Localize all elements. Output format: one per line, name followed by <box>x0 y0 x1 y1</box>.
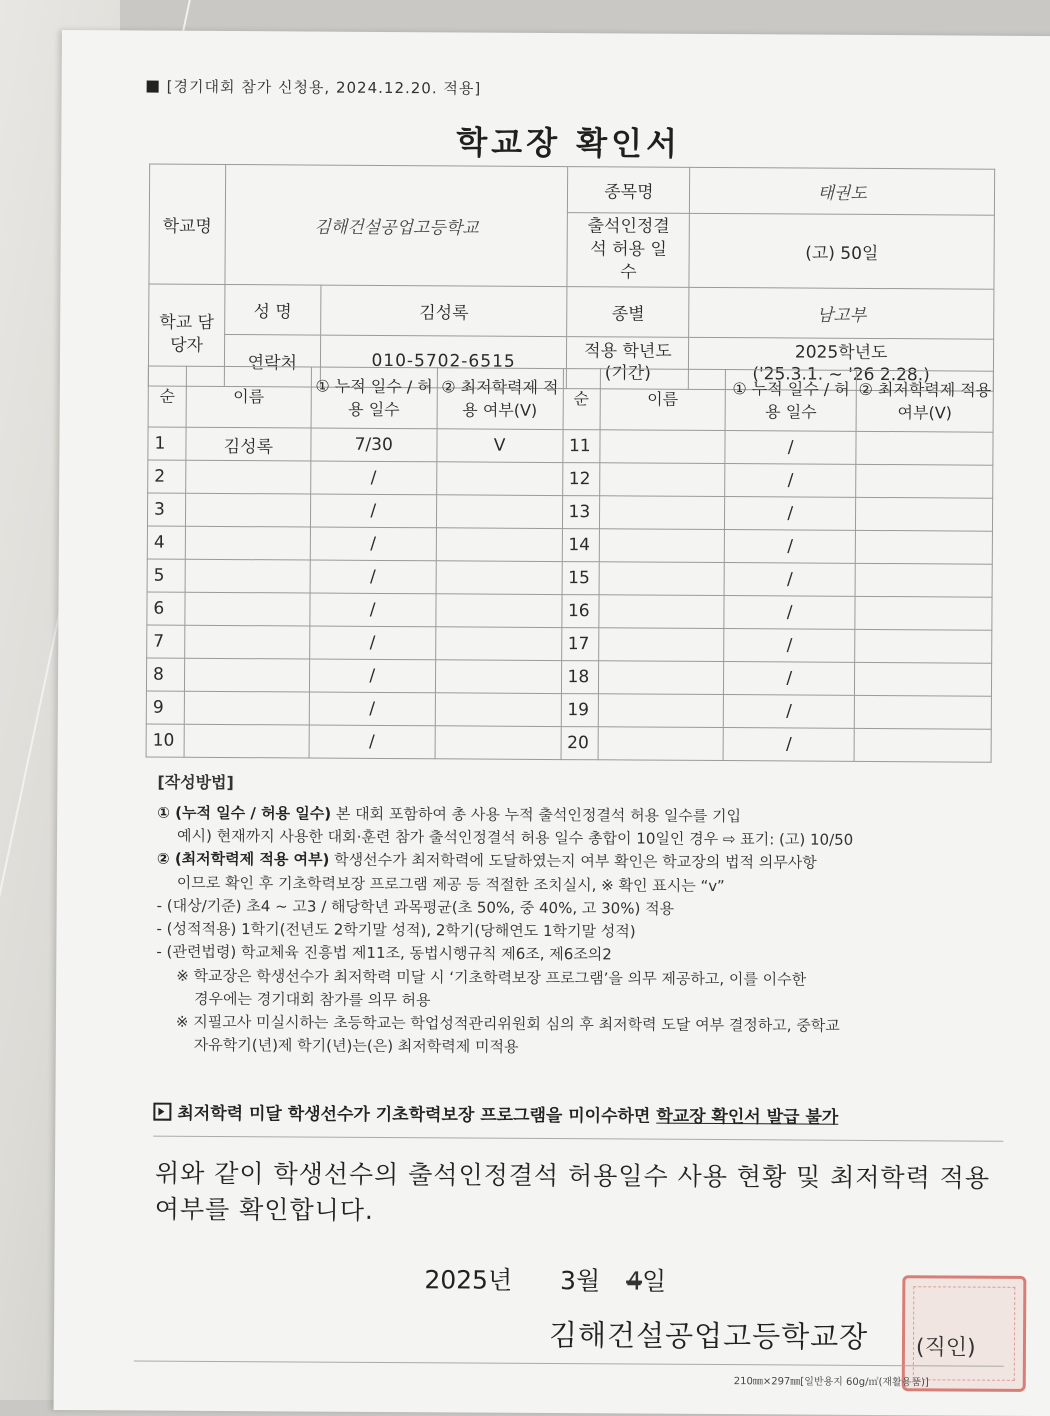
roster-cell-name <box>598 595 724 629</box>
roster-header-name: 이름 <box>600 369 726 431</box>
table-row <box>148 460 993 498</box>
roster-cell-no: 19 <box>561 694 598 727</box>
manager-name-value: 김성록 <box>320 285 567 337</box>
roster-cell-name <box>598 694 724 728</box>
roster-cell-check: V <box>437 429 563 463</box>
roster-cell-check <box>856 497 993 531</box>
roster-cell-check <box>435 627 561 661</box>
roster-cell-check <box>436 561 562 595</box>
student-roster-table <box>146 366 994 763</box>
document-page <box>54 30 1050 1416</box>
roster-cell-name: 김성록 <box>186 427 311 461</box>
roster-cell-name <box>185 493 310 527</box>
school-name-label: 학교명 <box>149 164 226 284</box>
roster-cell-days: / <box>310 527 436 561</box>
roster-cell-no: 13 <box>562 496 599 529</box>
roster-cell-days: / <box>310 560 436 594</box>
division-label: 종별 <box>567 286 689 337</box>
roster-cell-no: 9 <box>146 691 184 724</box>
instruction-example: 예시) 현재까지 사용한 대회·훈련 참가 출석인정결석 허용 일수 총합이 10일인 경우 ⇨ 표기: (고) 10/50 <box>177 826 854 849</box>
roster-cell-check <box>854 695 991 729</box>
instruction-detail: - (대상/기준) 초4 ~ 고3 / 해당학년 과목평균(초 50%, 중 40%, 고 30%) 적용 <box>156 896 675 918</box>
issue-date: 2025년 3월 4일 <box>424 1265 667 1296</box>
roster-header-no: 순 <box>148 366 186 427</box>
roster-cell-name <box>185 526 310 560</box>
table-row <box>147 625 992 663</box>
roster-cell-days: / <box>310 461 436 495</box>
roster-cell-days: / <box>724 695 855 729</box>
roster-cell-no: 8 <box>146 658 184 691</box>
roster-cell-days: / <box>724 629 855 663</box>
roster-cell-days: / <box>725 530 856 564</box>
divider <box>134 1360 1004 1366</box>
roster-cell-check <box>436 594 562 628</box>
roster-cell-days: / <box>723 728 854 762</box>
roster-cell-name <box>185 592 310 626</box>
roster-cell-days: / <box>725 464 856 498</box>
roster-cell-check <box>435 726 561 760</box>
date-day: 4 <box>626 1266 643 1296</box>
instruction-remark: 자유학기(년)제 학기(년)는(은) 최저학력제 미적용 <box>193 1036 519 1057</box>
roster-cell-days: / <box>725 497 856 531</box>
roster-cell-check <box>435 693 561 727</box>
table-row <box>148 427 993 465</box>
instruction-item: ② (최저학력제 적용 여부) 학생선수가 최저학력에 도달하였는지 여부 확인은 학교장의 법적 의무사항 <box>156 849 817 872</box>
division-value: 남고부 <box>689 287 994 339</box>
roster-cell-no: 12 <box>562 463 599 496</box>
roster-cell-days: / <box>309 659 435 693</box>
year-label: 적용 학년도 (기간) <box>567 336 689 389</box>
roster-header-no: 순 <box>563 369 600 430</box>
roster-cell-no: 7 <box>147 625 185 658</box>
roster-cell-name <box>599 463 725 497</box>
roster-cell-days: / <box>724 596 855 630</box>
document-title: 학교장 확인서 <box>456 123 682 163</box>
roster-cell-days: / <box>309 626 435 660</box>
school-info-table <box>148 164 995 392</box>
roster-cell-name <box>599 430 725 464</box>
contact-label: 연락처 <box>224 334 320 387</box>
instruction-remark: ※ 학교장은 학생선수가 최저학력 미달 시 ‘기초학력보장 프로그램’을 의무 제공하고, 이를 이수한 <box>176 966 807 989</box>
roster-cell-no: 4 <box>147 526 185 559</box>
roster-cell-name <box>598 628 724 662</box>
allow-days-value: (고) 50일 <box>689 213 994 289</box>
roster-cell-days: / <box>309 725 435 759</box>
roster-cell-days: / <box>724 563 855 597</box>
form-usage-note: [경기대회 참가 신청용, 2024.12.20. 적용] <box>147 76 482 99</box>
roster-cell-check <box>436 495 562 529</box>
table-row <box>146 724 991 762</box>
roster-cell-check <box>855 662 992 696</box>
roster-cell-no: 11 <box>562 430 599 463</box>
final-warning: 최저학력 미달 학생선수가 기초학력보장 프로그램을 미이수하면 학교장 확인서 발급 불가 <box>153 1099 838 1128</box>
sport-label: 종목명 <box>568 167 690 214</box>
roster-cell-check <box>436 462 562 496</box>
roster-cell-days: / <box>309 692 435 726</box>
roster-cell-no: 6 <box>147 592 185 625</box>
roster-cell-no: 14 <box>562 529 599 562</box>
roster-cell-name <box>599 562 725 596</box>
roster-cell-name <box>184 658 309 692</box>
confirmation-statement: 위와 같이 학생선수의 출석인정결석 허용일수 사용 현황 및 최저학력 적용 여부를 확인합니다. <box>154 1158 991 1226</box>
school-name-value: 김해건설공업고등학교 <box>225 165 568 287</box>
roster-header-days: ① 누적 일수 / 허용 일수 <box>725 370 856 432</box>
roster-cell-name <box>184 691 309 725</box>
instruction-remark: 경우에는 경기대회 참가를 의무 허용 <box>194 989 431 1010</box>
roster-cell-no: 5 <box>147 559 185 592</box>
roster-cell-check <box>435 660 561 694</box>
school-manager-label: 학교 담당자 <box>148 284 225 386</box>
roster-cell-no: 1 <box>148 427 186 460</box>
roster-cell-check <box>855 629 992 663</box>
allow-days-label: 출석인정결석 허용 일수 <box>567 213 689 288</box>
roster-cell-check <box>855 530 992 564</box>
roster-cell-no: 2 <box>148 460 186 493</box>
roster-cell-check <box>855 596 992 630</box>
roster-cell-name <box>598 661 724 695</box>
roster-body <box>146 427 993 762</box>
roster-cell-name <box>186 460 311 494</box>
table-row <box>147 526 992 564</box>
roster-cell-name <box>598 727 724 761</box>
roster-cell-name <box>185 559 310 593</box>
roster-cell-no: 17 <box>561 628 598 661</box>
roster-cell-no: 3 <box>147 493 185 526</box>
roster-cell-no: 20 <box>561 727 598 760</box>
roster-cell-days: / <box>724 662 855 696</box>
roster-cell-name <box>185 625 310 659</box>
roster-cell-days: 7/30 <box>311 428 437 462</box>
table-row <box>147 559 992 597</box>
roster-header-days: ① 누적 일수 / 허용 일수 <box>311 367 437 429</box>
arrow-box-icon <box>153 1103 171 1121</box>
instructions-heading: [작성방법] <box>157 772 234 793</box>
seal-label: (직인) <box>915 1335 976 1361</box>
roster-cell-name <box>184 724 309 758</box>
roster-cell-days: / <box>725 431 856 465</box>
writing-instructions <box>156 771 1018 1063</box>
roster-cell-no: 16 <box>561 595 598 628</box>
roster-cell-days: / <box>310 593 436 627</box>
roster-cell-check <box>856 431 993 465</box>
manager-name-label: 성 명 <box>225 284 321 335</box>
paper-spec-footer: 210㎜×297㎜[일반용지 60g/㎡(재활용품)] <box>733 1376 929 1389</box>
table-row <box>147 493 992 531</box>
table-row <box>146 691 991 729</box>
instruction-item: ① (누적 일수 / 허용 일수) 본 대회 포함하여 총 사용 누적 출석인정결석 허용 일수를 기입 <box>157 803 742 825</box>
divider <box>153 1136 1003 1142</box>
instruction-detail: - (관련법령) 학교체육 진흥법 제11조, 동법시행규칙 제6조, 제6조의2 <box>156 942 612 964</box>
roster-cell-days: / <box>310 494 436 528</box>
principal-name: 김해건설공업고등학교장 <box>548 1317 869 1354</box>
square-bullet-icon <box>147 81 159 93</box>
roster-cell-check <box>436 528 562 562</box>
table-row <box>147 592 992 630</box>
roster-cell-no: 15 <box>562 562 599 595</box>
instruction-detail: - (성적적용) 1학기(전년도 2학기말 성적), 2학기(당해연도 1학기말 성적) <box>156 919 636 941</box>
instruction-remark: ※ 지필고사 미실시하는 초등학교는 학업성적관리위원회 심의 후 최저학력 도달 여부 결정하고, 중학교 <box>175 1012 840 1035</box>
year-value-line1: 2025학년도 <box>794 342 888 364</box>
roster-cell-name <box>599 529 725 563</box>
roster-cell-check <box>855 563 992 597</box>
roster-cell-no: 18 <box>561 661 598 694</box>
roster-cell-no: 10 <box>146 724 184 757</box>
roster-cell-check <box>854 728 991 762</box>
year-value-line2: ('25.3.1. ~ '26 2.28.) <box>752 364 930 386</box>
roster-header-check: ② 최저학력제 적용 여부(V) <box>437 368 563 430</box>
roster-cell-check <box>856 464 993 498</box>
roster-header-name: 이름 <box>186 366 311 428</box>
instruction-text: 이므로 확인 후 기초학력보장 프로그램 제공 등 적절한 조치실시, ※ 확인 표시는 “v” <box>176 873 725 895</box>
table-row <box>146 658 991 696</box>
contact-value: 010-5702-6515 <box>320 335 567 389</box>
sport-value: 태권도 <box>690 167 995 215</box>
roster-header-check: ② 최저학력제 적용 여부(V) <box>856 370 993 432</box>
roster-cell-name <box>599 496 725 530</box>
